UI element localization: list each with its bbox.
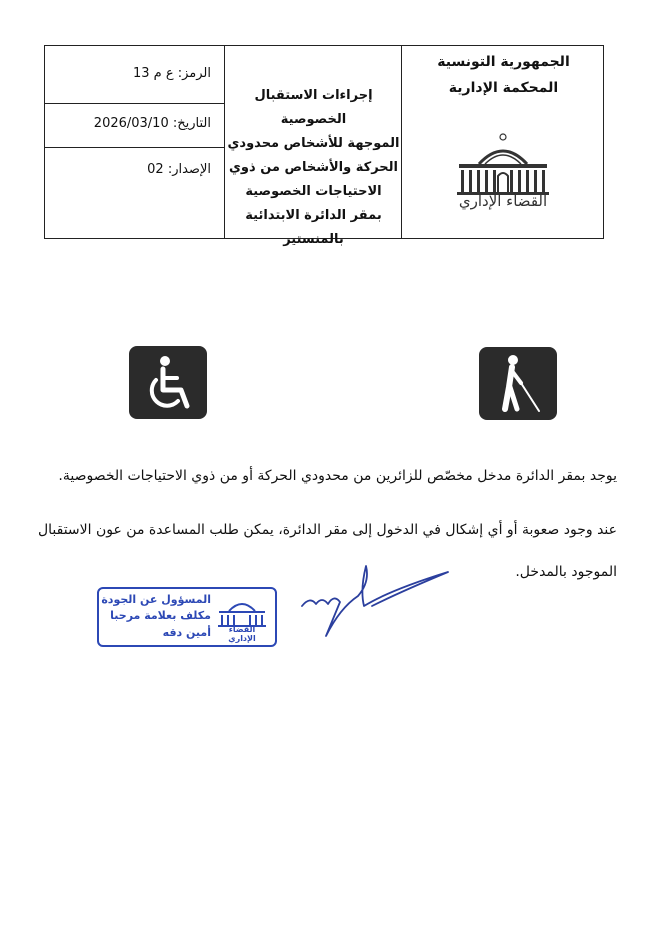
quality-stamp <box>97 587 277 647</box>
title-line: إجراءات الاستقبال الخصوصية <box>254 88 373 127</box>
org-court: المحكمة الإدارية <box>448 80 559 96</box>
doc-date: التاريخ: 2026/03/10 <box>93 116 211 131</box>
doc-code: الرمز: ع م 13 <box>132 66 211 81</box>
signature <box>300 560 450 640</box>
stamp-line: مكلف بعلامة مرحبا <box>110 609 211 622</box>
paragraph-assistance-cont: الموجود بالمدخل. <box>515 564 617 580</box>
table-divider <box>45 103 224 104</box>
stamp-line: أمين دقه <box>162 626 211 639</box>
court-logo <box>453 130 553 214</box>
paragraph-entrance: يوجد بمقر الدائرة مدخل مخصّص للزائرين من محدودي الحركة أو من ذوي الاحتياجات الخصوصية. <box>58 468 617 484</box>
title-line: الاحتياجات الخصوصية <box>245 184 382 199</box>
paragraph-assistance: عند وجود صعوبة أو أي إشكال في الدخول إلى مقر الدائرة، يمكن طلب المساعدة من عون الاستقبال <box>37 522 617 538</box>
doc-version: الإصدار: 02 <box>147 162 211 177</box>
title-line: الموجهة للأشخاص محدودي <box>227 136 400 151</box>
doc-title <box>225 84 402 252</box>
stamp-logo <box>215 594 269 643</box>
stamp-logo-caption: القضاء الإداري <box>228 625 256 643</box>
title-line: بمقر الدائرة الابتدائية بالمنستير <box>245 208 382 247</box>
wheelchair-icon <box>129 346 207 419</box>
logo-caption: القضاء الإداري <box>458 192 548 210</box>
header-table <box>44 45 604 247</box>
org-country: الجمهورية التونسية <box>437 54 570 70</box>
title-line: الحركة والأشخاص من ذوي <box>229 160 398 175</box>
blind-person-cane-icon <box>479 347 557 420</box>
table-divider <box>45 147 224 148</box>
stamp-line: المسؤول عن الجودة <box>101 593 211 606</box>
